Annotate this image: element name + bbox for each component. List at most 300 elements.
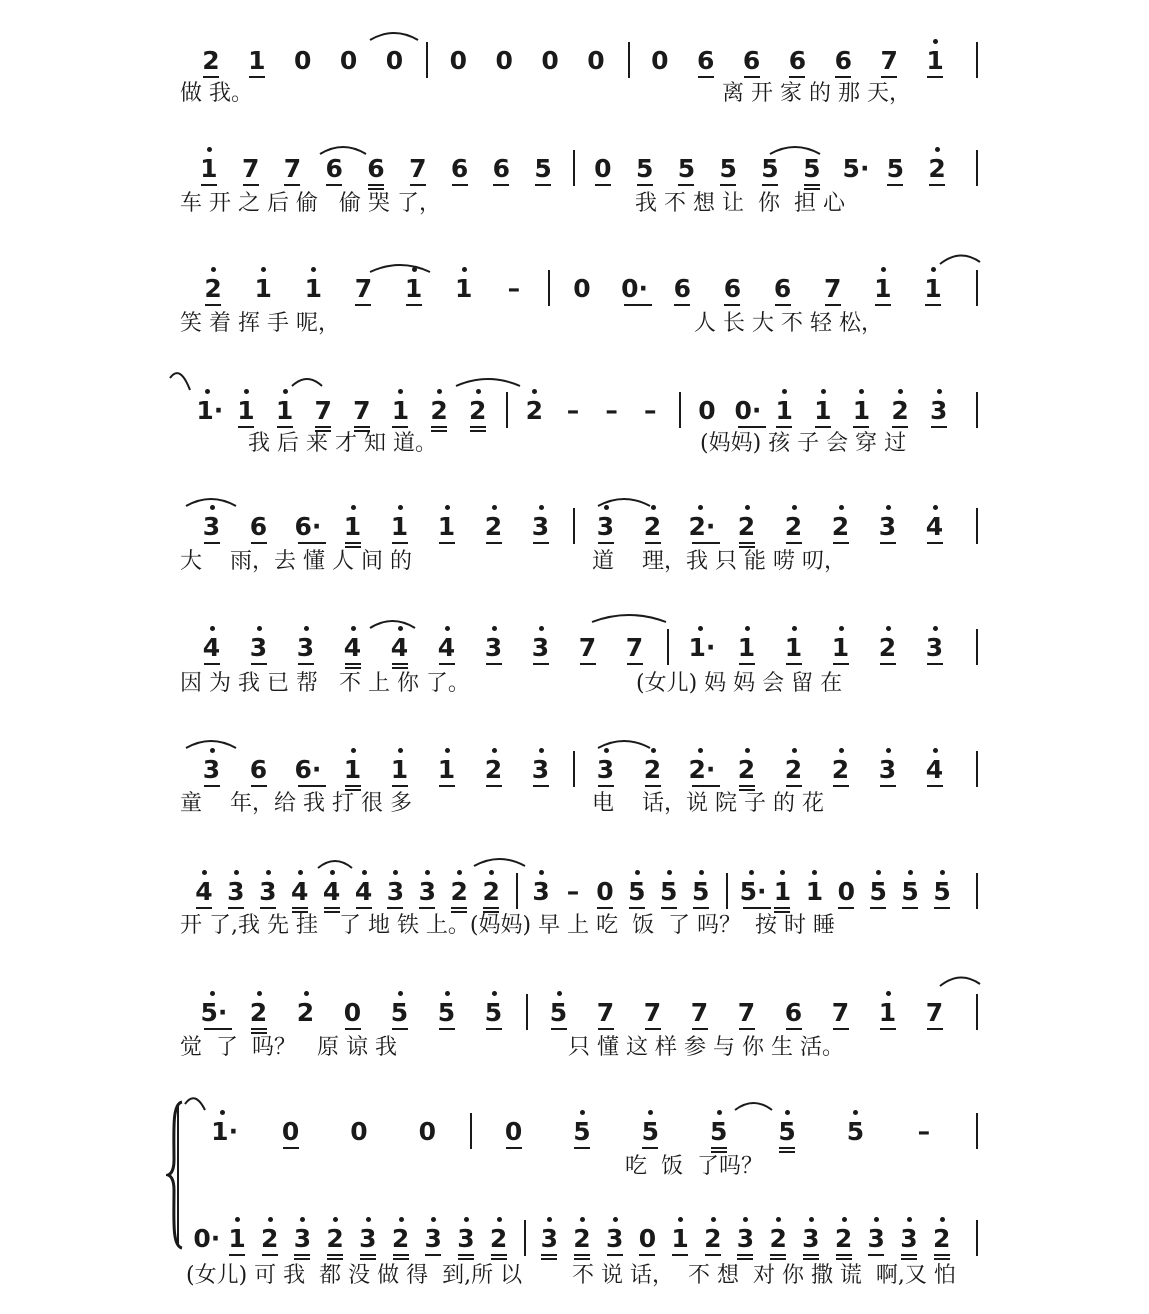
lyric-row xyxy=(0,1034,1149,1074)
barline xyxy=(976,1113,978,1149)
octave-dot xyxy=(476,389,481,394)
duration-underline xyxy=(607,1254,623,1256)
duration-underline xyxy=(368,184,384,186)
duration-underline xyxy=(251,542,267,544)
duration-underline xyxy=(672,1254,688,1256)
octave-dot xyxy=(711,1217,716,1222)
note: 1 xyxy=(783,633,805,663)
note: 7 xyxy=(407,154,429,184)
note: 2 xyxy=(783,512,805,542)
barline xyxy=(976,270,978,306)
note: 0 xyxy=(698,396,716,425)
duration-underline xyxy=(260,907,276,909)
octave-dot xyxy=(445,991,450,996)
note: 4 xyxy=(924,755,946,785)
octave-dot xyxy=(907,1217,912,1222)
octave-dot xyxy=(580,1110,585,1115)
octave-dot xyxy=(492,991,497,996)
slur-arc xyxy=(770,147,820,154)
duration-underline xyxy=(533,785,549,787)
note: 4 xyxy=(353,877,375,907)
note: 3 xyxy=(604,1224,626,1254)
note: 7 xyxy=(577,633,599,663)
duration-underline xyxy=(345,785,361,787)
note: 3 xyxy=(248,633,270,663)
note: 1 xyxy=(342,512,364,542)
lyric-text: 觉 了 吗？ 原 谅 我 xyxy=(180,1035,397,1060)
duration-underline xyxy=(229,1254,245,1256)
duration-underline xyxy=(645,785,661,787)
duration-underline xyxy=(743,907,771,909)
octave-dot xyxy=(937,389,942,394)
duration-underline xyxy=(327,1254,343,1256)
octave-dot xyxy=(743,1217,748,1222)
duration-underline xyxy=(739,1028,755,1030)
note: 5· xyxy=(740,877,774,907)
duration-underline xyxy=(406,304,422,306)
octave-dot xyxy=(366,1217,371,1222)
note: 6· xyxy=(295,512,329,542)
barline xyxy=(426,42,428,78)
note: 2 xyxy=(889,396,911,426)
note: 1 xyxy=(235,396,257,426)
octave-dot xyxy=(940,1217,945,1222)
duration-underline xyxy=(458,1254,474,1256)
duration-underline xyxy=(737,1258,753,1260)
note: 3 xyxy=(898,1224,920,1254)
note: 1 xyxy=(877,998,899,1028)
octave-dot xyxy=(202,870,207,875)
duration-underline xyxy=(744,76,760,78)
octave-dot xyxy=(205,389,210,394)
note: 4 xyxy=(321,877,343,907)
duration-underline xyxy=(360,1258,376,1260)
octave-dot xyxy=(283,389,288,394)
octave-dot xyxy=(792,748,797,753)
duration-underline xyxy=(624,304,652,306)
duration-underline xyxy=(934,1258,950,1260)
note: 4 xyxy=(389,633,411,663)
barline xyxy=(976,751,978,787)
duration-underline xyxy=(880,785,896,787)
octave-dot xyxy=(886,505,891,510)
duration-underline xyxy=(833,663,849,665)
octave-dot xyxy=(244,389,249,394)
note: 1 xyxy=(246,46,268,76)
note: 3 xyxy=(865,1224,887,1254)
octave-dot xyxy=(257,626,262,631)
duration-underline xyxy=(345,1028,361,1030)
duration-underline xyxy=(439,1028,455,1030)
octave-dot xyxy=(351,626,356,631)
note: 2 xyxy=(483,755,505,785)
note: 5 xyxy=(389,998,411,1028)
barline xyxy=(679,392,681,428)
note: 7 xyxy=(240,154,262,184)
note: 5 xyxy=(884,154,906,184)
octave-dot xyxy=(431,1217,436,1222)
note: 3 xyxy=(416,877,438,907)
note: 2 xyxy=(483,512,505,542)
octave-dot xyxy=(457,870,462,875)
octave-dot xyxy=(462,267,467,272)
lyric-text: (妈妈) 孩 子 会 穿 过 xyxy=(700,431,907,456)
octave-dot xyxy=(398,505,403,510)
note: 5 xyxy=(844,1117,866,1147)
duration-underline xyxy=(693,907,709,909)
duration-underline xyxy=(737,1254,753,1256)
duration-underline xyxy=(692,1028,708,1030)
note: 0 xyxy=(385,46,404,75)
note: 2 xyxy=(488,1224,510,1254)
duration-underline xyxy=(298,542,326,544)
octave-dot xyxy=(445,748,450,753)
note: 1 xyxy=(389,396,411,426)
note: 3 xyxy=(384,877,406,907)
note: 2 xyxy=(877,633,899,663)
duration-underline xyxy=(595,184,611,186)
note: 5 xyxy=(776,1117,798,1147)
octave-dot xyxy=(908,870,913,875)
octave-dot xyxy=(497,1217,502,1222)
octave-dot xyxy=(886,626,891,631)
duration-underline xyxy=(770,1258,786,1260)
octave-dot xyxy=(398,626,403,631)
lyric-text: 童 年，给 我 打 很 多 xyxy=(180,791,412,816)
note: 2 xyxy=(295,998,317,1028)
duration-underline xyxy=(294,1254,310,1256)
duration-underline xyxy=(739,785,755,787)
slur-arc xyxy=(456,379,520,386)
note: 1· xyxy=(211,1117,245,1147)
barline xyxy=(526,994,528,1030)
lyric-text: 因 为 我 已 帮 不 上 你 了。 xyxy=(180,671,470,696)
octave-dot xyxy=(931,267,936,272)
octave-dot xyxy=(539,870,544,875)
barline xyxy=(573,508,575,544)
note: 2· xyxy=(689,755,723,785)
duration-underline xyxy=(204,542,220,544)
note: 3 xyxy=(201,755,223,785)
note: 2 xyxy=(200,46,222,76)
note: 3 xyxy=(257,877,279,907)
duration-underline xyxy=(598,785,614,787)
slur-arc xyxy=(592,615,666,622)
note: 6 xyxy=(248,755,270,785)
lyric-text: 我 后 来 才 知 道。 xyxy=(248,431,437,456)
duration-underline xyxy=(627,663,643,665)
note: 3 xyxy=(483,633,505,663)
duration-underline xyxy=(692,542,720,544)
note: 1 xyxy=(302,274,324,304)
duration-underline xyxy=(392,663,408,665)
duration-underline xyxy=(637,184,653,186)
octave-dot xyxy=(234,870,239,875)
duration-underline xyxy=(770,1254,786,1256)
duration-underline xyxy=(880,1028,896,1030)
octave-dot xyxy=(717,1110,722,1115)
note: 1 xyxy=(389,755,411,785)
note: 2 xyxy=(390,1224,412,1254)
octave-dot xyxy=(300,1217,305,1222)
duration-underline xyxy=(642,1147,658,1149)
duration-underline xyxy=(551,1028,567,1030)
duration-underline xyxy=(205,304,221,306)
barline xyxy=(628,42,630,78)
octave-dot xyxy=(886,991,891,996)
barline xyxy=(976,392,978,428)
duration-underline xyxy=(439,663,455,665)
duration-underline xyxy=(598,542,614,544)
duration-underline xyxy=(836,1258,852,1260)
octave-dot xyxy=(333,1217,338,1222)
note: 0 xyxy=(418,1117,436,1146)
duration-underline xyxy=(803,1258,819,1260)
note: 7 xyxy=(878,46,900,76)
octave-dot xyxy=(809,1217,814,1222)
octave-dot xyxy=(792,505,797,510)
octave-dot xyxy=(648,1110,653,1115)
duration-underline xyxy=(486,785,502,787)
note: 1 xyxy=(252,274,274,304)
barline xyxy=(573,751,575,787)
octave-dot xyxy=(604,505,609,510)
duration-underline xyxy=(277,426,293,428)
barline xyxy=(976,873,978,909)
note: 7 xyxy=(281,154,303,184)
note: 5 xyxy=(483,998,505,1028)
note: 3 xyxy=(877,512,899,542)
barline xyxy=(667,629,669,665)
duration-underline xyxy=(661,907,677,909)
note: 4 xyxy=(924,512,946,542)
note: 7 xyxy=(351,396,373,426)
octave-dot xyxy=(266,870,271,875)
duration-underline xyxy=(535,184,551,186)
duration-underline xyxy=(815,426,831,428)
duration-underline xyxy=(541,1254,557,1256)
duration-underline xyxy=(835,76,851,78)
slur-arc xyxy=(185,1098,205,1110)
duration-underline xyxy=(711,1147,727,1149)
duration-underline xyxy=(354,426,370,428)
octave-dot xyxy=(874,1217,879,1222)
duration-underline xyxy=(720,184,736,186)
note: 2 xyxy=(767,1224,789,1254)
duration-underline xyxy=(251,785,267,787)
note: 5 xyxy=(639,1117,661,1147)
note: 2 xyxy=(830,755,852,785)
duration-underline xyxy=(762,184,778,186)
note-row xyxy=(0,274,1149,314)
duration-underline xyxy=(786,785,802,787)
octave-dot xyxy=(842,1217,847,1222)
octave-dot xyxy=(698,626,703,631)
duration-underline xyxy=(724,304,740,306)
octave-dot xyxy=(821,389,826,394)
system-brace xyxy=(166,1100,186,1250)
note: 1 xyxy=(773,396,795,426)
note: 7 xyxy=(924,998,946,1028)
octave-dot xyxy=(362,870,367,875)
octave-dot xyxy=(667,870,672,875)
note: 5 xyxy=(634,154,656,184)
note: 6 xyxy=(783,998,805,1028)
lyric-text: 电 话，说 院 子 的 花 xyxy=(592,791,824,816)
note: 4 xyxy=(193,877,215,907)
octave-dot xyxy=(220,1110,225,1115)
note: 6 xyxy=(772,274,794,304)
octave-dot xyxy=(935,147,940,152)
note: 0 xyxy=(339,46,358,75)
note: 1· xyxy=(196,396,230,426)
note: 4 xyxy=(436,633,458,663)
lyric-row xyxy=(0,790,1149,830)
note: 3 xyxy=(530,512,552,542)
note: – xyxy=(605,396,618,425)
note: 5 xyxy=(532,154,554,184)
duration-underline xyxy=(345,667,361,669)
duration-underline xyxy=(298,785,326,787)
note: 2 xyxy=(926,154,948,184)
octave-dot xyxy=(351,505,356,510)
duration-underline xyxy=(251,663,267,665)
duration-underline xyxy=(392,426,408,428)
duration-underline xyxy=(533,542,549,544)
note: 3 xyxy=(530,755,552,785)
duration-underline xyxy=(493,184,509,186)
note: 7 xyxy=(830,998,852,1028)
note: – xyxy=(644,396,657,425)
duration-underline xyxy=(833,542,849,544)
note: 5 xyxy=(675,154,697,184)
note: 3 xyxy=(225,877,247,907)
duration-underline xyxy=(392,542,408,544)
duration-underline xyxy=(779,1147,795,1149)
duration-underline xyxy=(853,426,869,428)
note: 7 xyxy=(642,998,664,1028)
slur-arc xyxy=(370,621,415,628)
duration-underline xyxy=(327,1258,343,1260)
duration-underline xyxy=(298,663,314,665)
note: 2 xyxy=(202,274,224,304)
duration-underline xyxy=(880,663,896,665)
duration-underline xyxy=(775,304,791,306)
barline xyxy=(573,150,575,186)
duration-underline xyxy=(901,1258,917,1260)
note: 3 xyxy=(538,1224,560,1254)
octave-dot xyxy=(399,1217,404,1222)
octave-dot xyxy=(211,267,216,272)
note: 1 xyxy=(803,877,825,907)
note: 3 xyxy=(357,1224,379,1254)
note: 2 xyxy=(642,512,664,542)
octave-dot xyxy=(776,1217,781,1222)
note: 5 xyxy=(436,998,458,1028)
duration-underline xyxy=(419,907,435,909)
note: 6 xyxy=(741,46,763,76)
note: 2 xyxy=(931,1224,953,1254)
duration-underline xyxy=(204,663,220,665)
note: 6 xyxy=(671,274,693,304)
note: 0 xyxy=(541,46,559,75)
note: 7 xyxy=(624,633,646,663)
duration-underline xyxy=(825,304,841,306)
lyric-row xyxy=(0,310,1149,350)
octave-dot xyxy=(898,389,903,394)
duration-underline xyxy=(345,663,361,665)
lyric-row xyxy=(0,430,1149,470)
barline xyxy=(470,1113,472,1149)
duration-underline xyxy=(902,907,918,909)
note: 1 xyxy=(850,396,872,426)
lyric-row xyxy=(0,80,1149,120)
duration-underline xyxy=(392,1028,408,1030)
duration-underline xyxy=(201,184,217,186)
duration-underline xyxy=(387,907,403,909)
note: 1 xyxy=(453,274,475,304)
slur-arc xyxy=(318,861,352,868)
octave-dot xyxy=(651,748,656,753)
duration-underline xyxy=(580,663,596,665)
duration-underline xyxy=(927,1028,943,1030)
note: 2 xyxy=(467,396,489,426)
octave-dot xyxy=(792,626,797,631)
duration-underline xyxy=(629,907,645,909)
note: 1 xyxy=(389,512,411,542)
note: 5 xyxy=(626,877,648,907)
octave-dot xyxy=(425,870,430,875)
octave-dot xyxy=(876,870,881,875)
duration-underline xyxy=(692,785,720,787)
octave-dot xyxy=(304,626,309,631)
duration-underline xyxy=(439,785,455,787)
note: 6 xyxy=(786,46,808,76)
note: 5· xyxy=(842,154,870,183)
note: 5 xyxy=(867,877,889,907)
duration-underline xyxy=(393,1254,409,1256)
duration-underline xyxy=(934,1254,950,1256)
note: 0 xyxy=(592,154,614,184)
barline xyxy=(976,629,978,665)
duration-underline xyxy=(880,542,896,544)
note: 0 xyxy=(651,46,669,75)
note: – xyxy=(566,877,580,906)
duration-underline xyxy=(425,1254,441,1256)
note: 2 xyxy=(448,877,470,907)
octave-dot xyxy=(604,748,609,753)
duration-underline xyxy=(451,907,467,909)
note: 1 xyxy=(274,396,296,426)
octave-dot xyxy=(886,748,891,753)
octave-dot xyxy=(311,267,316,272)
duration-underline xyxy=(292,907,308,909)
octave-dot xyxy=(745,505,750,510)
note: 7 xyxy=(352,274,374,304)
note: 1 xyxy=(736,633,758,663)
duration-underline xyxy=(392,785,408,787)
lyric-text: 笑 着 挥 手 呢， xyxy=(180,311,340,336)
octave-dot xyxy=(782,389,787,394)
note: 5 xyxy=(548,998,570,1028)
slur-arc xyxy=(320,147,366,154)
note-row xyxy=(0,154,1149,194)
octave-dot xyxy=(539,505,544,510)
note: – xyxy=(917,1117,931,1146)
duration-underline xyxy=(598,1028,614,1030)
duration-underline xyxy=(324,907,340,909)
slur-arc xyxy=(598,741,650,748)
